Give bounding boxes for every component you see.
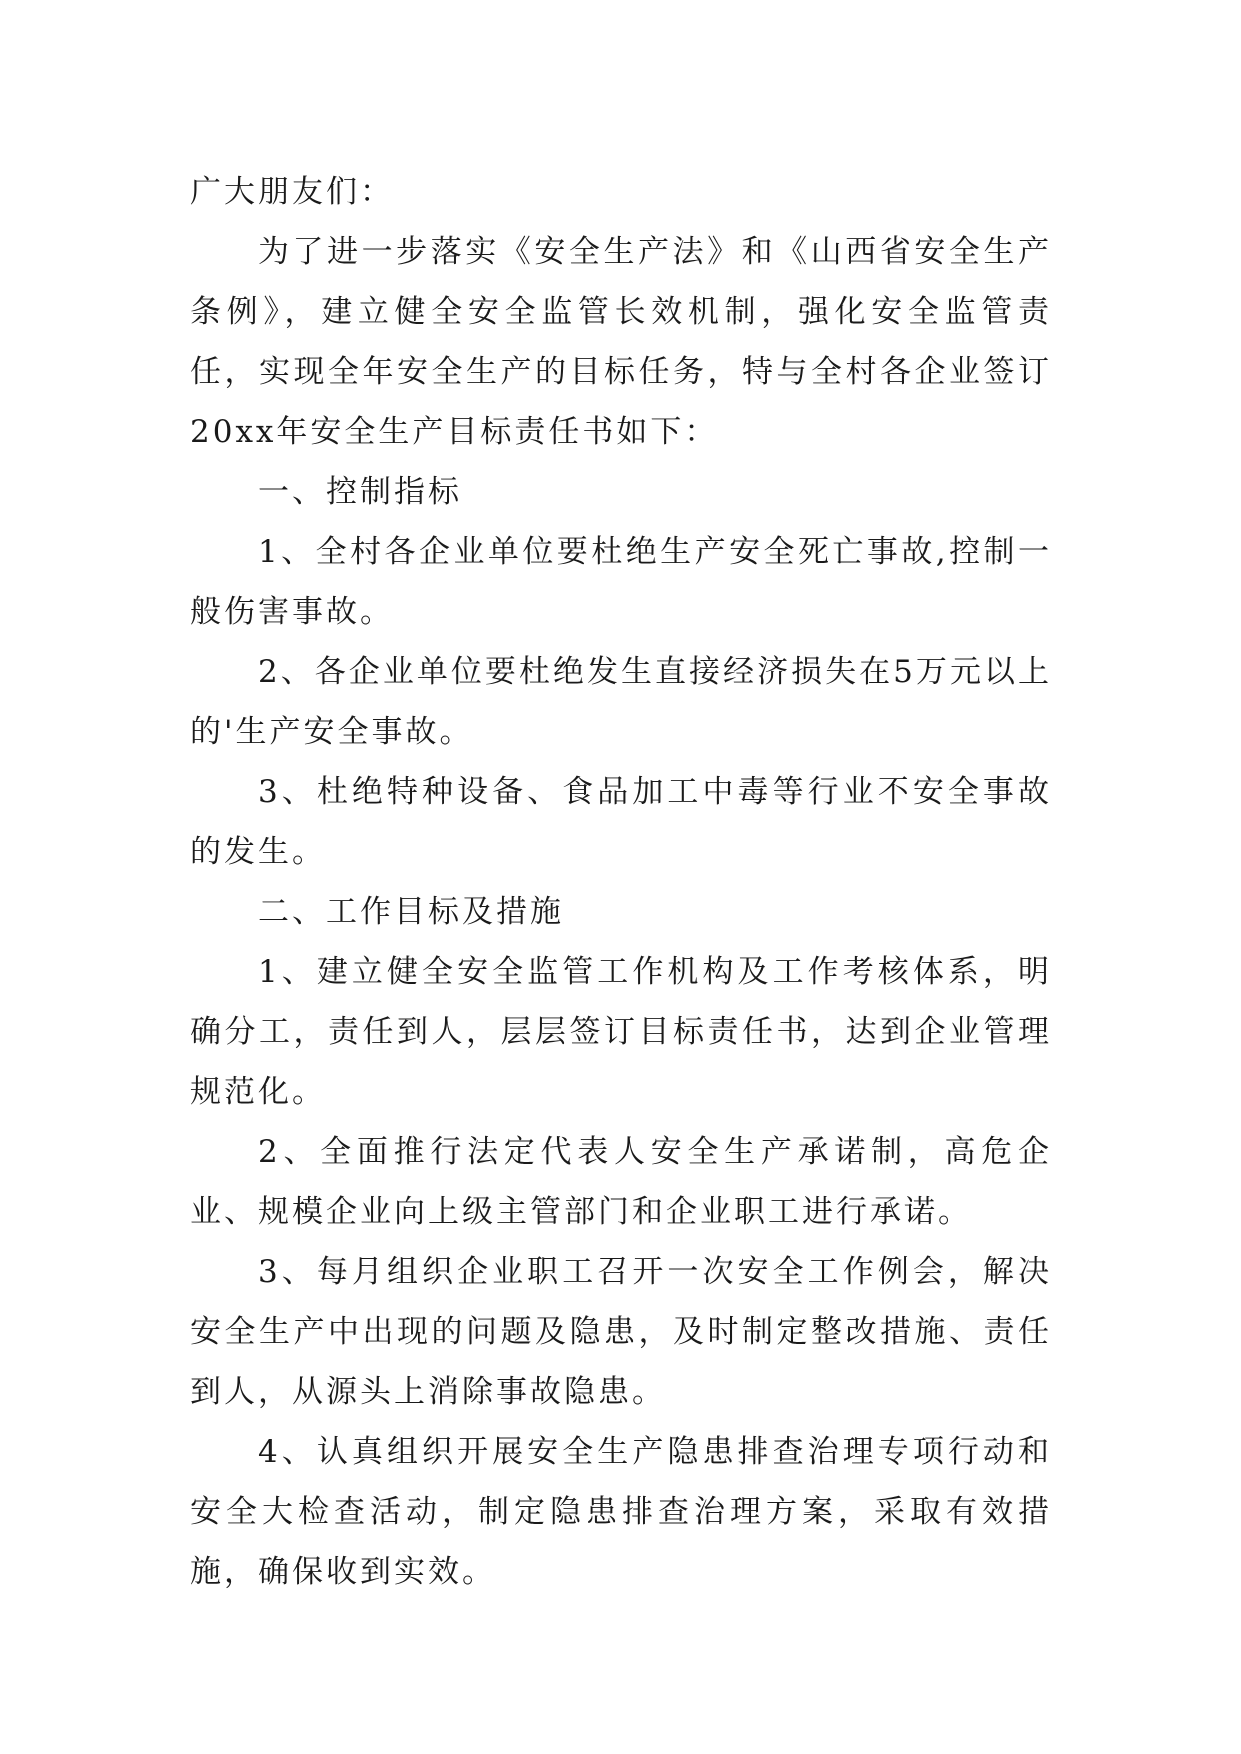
salutation: 广大朋友们： bbox=[190, 174, 394, 210]
paragraph-item: 2、全面推行法定代表人安全生产承诺制，高危企业、规模企业向上级主管部门和企业职工进行承诺。 bbox=[190, 1134, 1052, 1230]
paragraph-item: 2、各企业单位要杜绝发生直接经济损失在5万元以上的'生产安全事故。 bbox=[190, 654, 1052, 750]
paragraph-item: 3、杜绝特种设备、食品加工中毒等行业不安全事故的发生。 bbox=[190, 774, 1052, 870]
paragraph-item: 3、每月组织企业职工召开一次安全工作例会，解决安全生产中出现的问题及隐患，及时制定整改措施、责任到人，从源头上消除事故隐患。 bbox=[190, 1254, 1052, 1410]
section-heading-control-indicators: 一、控制指标 bbox=[258, 474, 462, 510]
paragraph-item: 1、全村各企业单位要杜绝生产安全死亡事故,控制一般伤害事故。 bbox=[190, 534, 1052, 630]
paragraph-item: 4、认真组织开展安全生产隐患排查治理专项行动和安全大检查活动，制定隐患排查治理方案，采取有效措施，确保收到实效。 bbox=[190, 1434, 1052, 1590]
document-body bbox=[190, 162, 1052, 1602]
paragraph-item: 1、建立健全安全监管工作机构及工作考核体系，明确分工，责任到人，层层签订目标责任书，达到企业管理规范化。 bbox=[190, 954, 1052, 1110]
section-heading-work-goals: 二、工作目标及措施 bbox=[258, 894, 564, 930]
intro-paragraph: 为了进一步落实《安全生产法》和《山西省安全生产条例》，建立健全安全监管长效机制，强化安全监管责任，实现全年安全生产的目标任务，特与全村各企业签订20xx年安全生产目标责任书如下： bbox=[190, 234, 1052, 450]
